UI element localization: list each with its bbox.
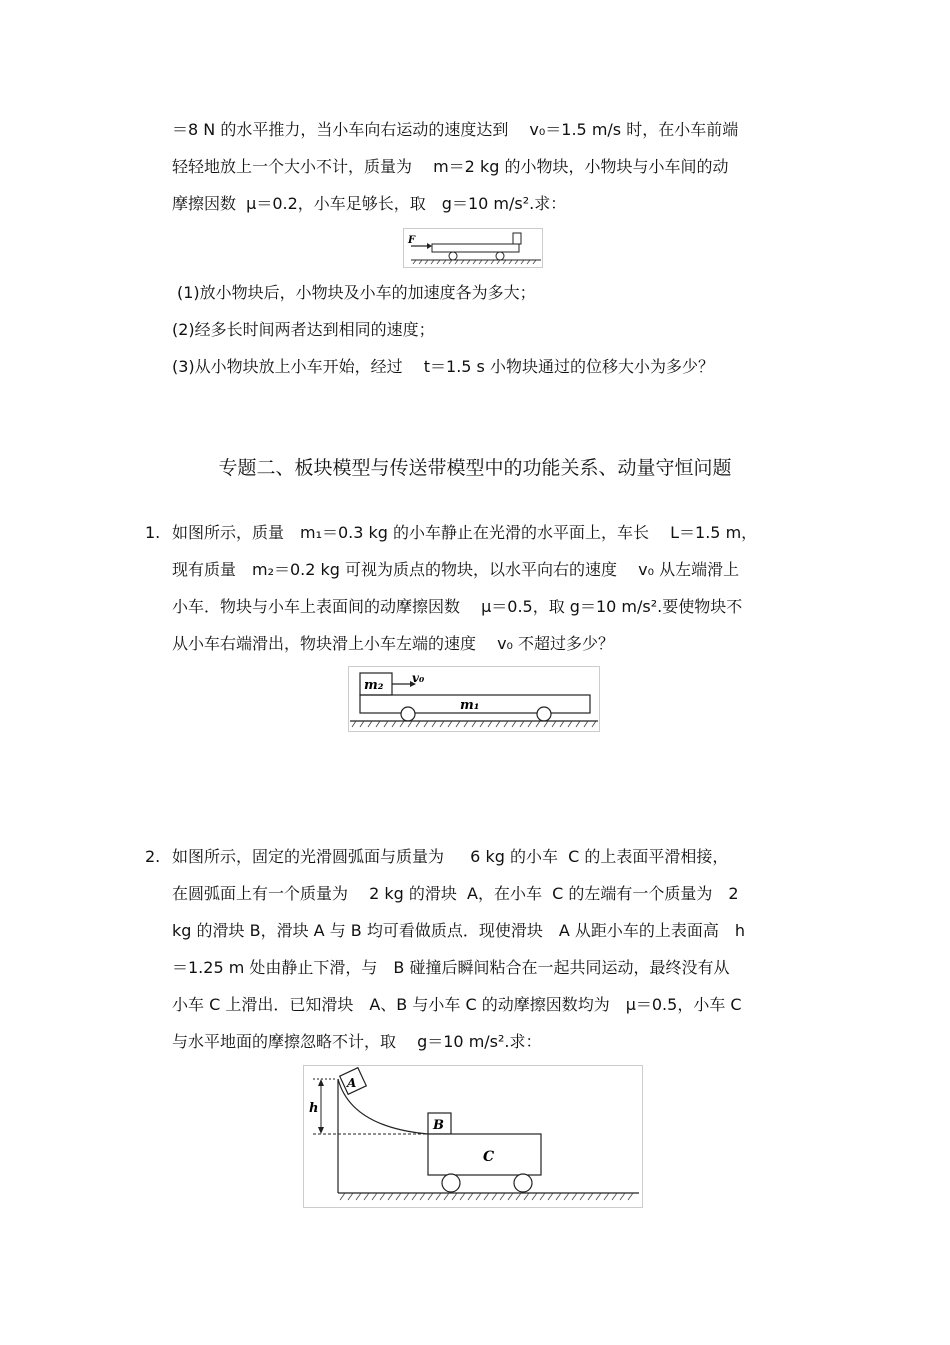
intro-line-1: ＝8 N 的水平推力，当小车向右运动的速度达到 v₀＝1.5 m/s 时，在小车前端 — [172, 120, 739, 139]
problem-2-figure — [303, 1065, 643, 1208]
problem-1-figure — [348, 666, 600, 732]
block-m2-label: m₂ — [364, 678, 384, 693]
section-title: 专题二、板块模型与传送带模型中的功能关系、动量守恒问题 — [218, 457, 732, 479]
problem-2-number: 2. — [145, 847, 161, 866]
problem-2-line-3: kg 的滑块 B，滑块 A 与 B 均可看做质点．现使滑块 A 从距小车的上表面高 h — [172, 921, 746, 940]
problem-2-line-1: 如图所示，固定的光滑圆弧面与质量为 6 kg 的小车 C 的上表面平滑相接， — [172, 847, 729, 866]
velocity-v0-label: v₀ — [412, 671, 425, 685]
problem-2-line-6: 与水平地面的摩擦忽略不计，取 g＝10 m/s².求： — [172, 1032, 542, 1051]
height-h-label: h — [309, 1101, 319, 1116]
problem-1-line-1: 如图所示，质量 m₁＝0.3 kg 的小车静止在光滑的水平面上，车长 L＝1.5 m， — [172, 523, 758, 542]
problem-1-line-3: 小车．物块与小车上表面间的动摩擦因数 μ＝0.5，取 g＝10 m/s².要使物块不 — [172, 597, 743, 616]
block-b-label: B — [433, 1118, 444, 1133]
problem-1-number: 1. — [145, 523, 161, 542]
cart-m1-label: m₁ — [460, 698, 480, 713]
intro-figure-cart — [403, 228, 543, 268]
intro-line-2: 轻轻地放上一个大小不计，质量为 m＝2 kg 的小物块，小物块与小车间的动 — [172, 157, 729, 176]
question-1: (1)放小物块后，小物块及小车的加速度各为多大； — [177, 283, 536, 302]
cart-c-label: C — [483, 1149, 495, 1165]
force-label: F — [408, 235, 416, 246]
question-3: (3)从小物块放上小车开始，经过 t＝1.5 s 小物块通过的位移大小为多少？ — [172, 357, 714, 376]
question-2: (2)经多长时间两者达到相同的速度； — [172, 320, 435, 339]
problem-2-line-2: 在圆弧面上有一个质量为 2 kg 的滑块 A，在小车 C 的左端有一个质量为 2 — [172, 884, 739, 903]
block-a-label: A — [347, 1076, 357, 1090]
problem-2-line-4: ＝1.25 m 处由静止下滑，与 B 碰撞后瞬间粘合在一起共同运动，最终没有从 — [172, 958, 730, 977]
intro-line-3: 摩擦因数 μ＝0.2，小车足够长，取 g＝10 m/s².求： — [172, 194, 567, 213]
problem-2-line-5: 小车 C 上滑出．已知滑块 A、B 与小车 C 的动摩擦因数均为 μ＝0.5，小车 C — [172, 995, 742, 1014]
problem-1-line-2: 现有质量 m₂＝0.2 kg 可视为质点的物块，以水平向右的速度 v₀ 从左端滑上 — [172, 560, 740, 579]
problem-1-line-4: 从小车右端滑出，物块滑上小车左端的速度 v₀ 不超过多少？ — [172, 634, 615, 653]
